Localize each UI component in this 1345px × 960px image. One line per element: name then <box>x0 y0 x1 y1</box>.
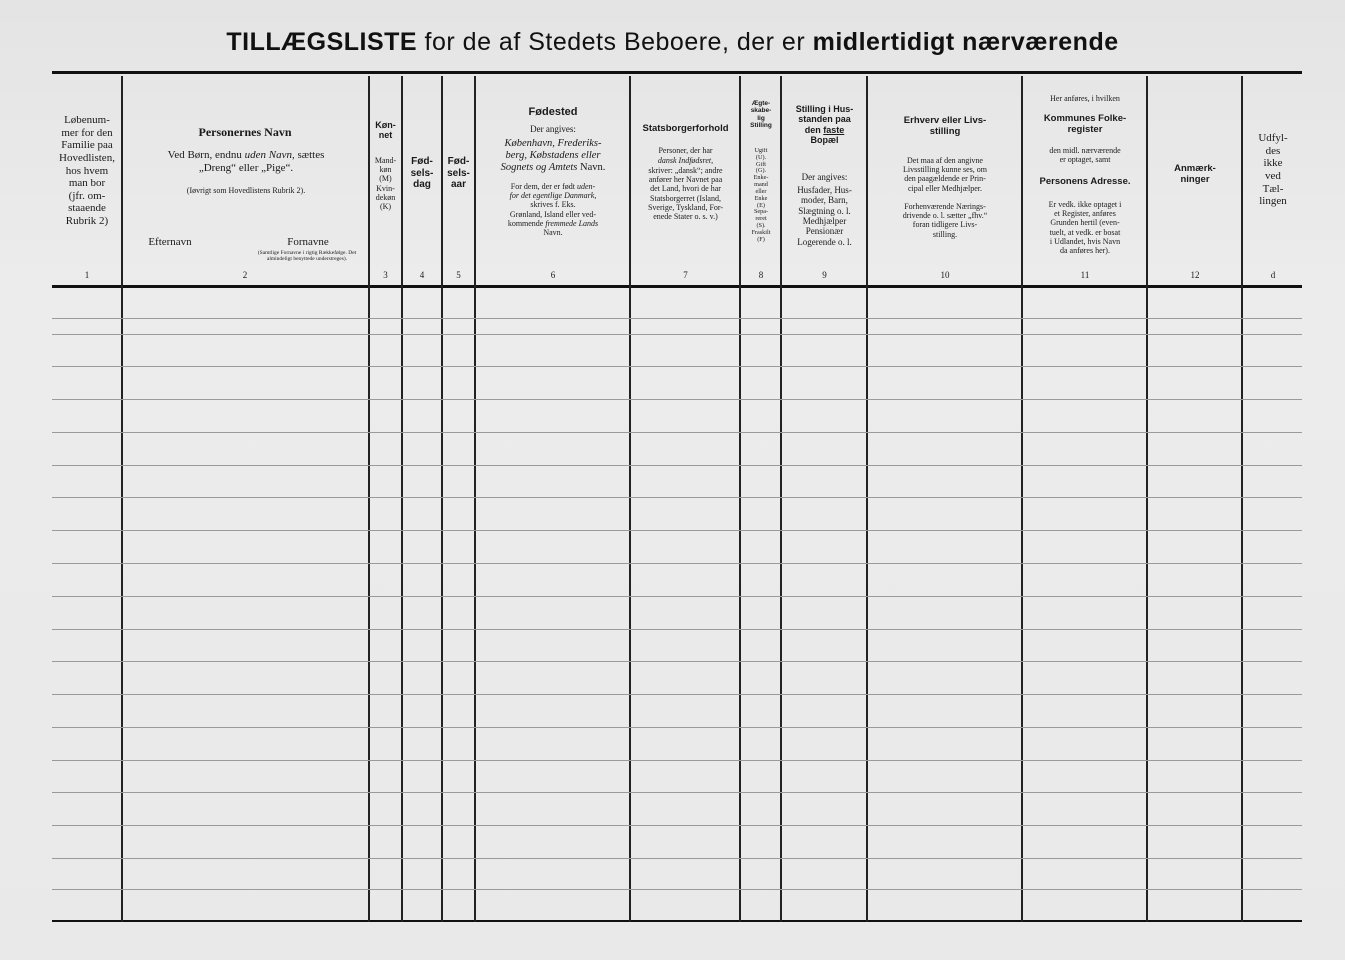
col2-line1c: sættes <box>294 149 325 161</box>
col7-number: 7 <box>683 270 688 280</box>
col11-text1: den midl. nærværende er optaget, samt <box>1049 146 1121 165</box>
col2-firstnames-label: Fornavne <box>287 236 329 248</box>
col11-number: 11 <box>1080 270 1090 280</box>
row-line <box>52 432 1302 433</box>
col10-text1: Det maa af den angivne Livsstilling kunne ses, om den paagældende er Prin- cipal eller Medhjælper. <box>903 156 987 193</box>
col11-top: Her anføres, i hvilken <box>1050 94 1120 103</box>
col5-number: 5 <box>456 270 461 280</box>
row-line <box>52 334 1302 335</box>
cold-header: Udfyl- des ikke ved Tæl- lingen <box>1258 132 1288 208</box>
col9-heading1: Stilling i Hus- standen paa den <box>795 104 854 135</box>
col9-text: Husfader, Hus- moder, Barn, Slægtning o. l. Medhjælper Pensionær Logerende o. l. <box>797 185 852 247</box>
col2-note: (Iøvrigt som Hovedlistens Rubrik 2). <box>186 186 306 195</box>
cold-number: d <box>1270 270 1276 280</box>
row-line <box>52 563 1302 564</box>
row-line <box>52 760 1302 761</box>
col6-para2b: uden- for det egentlige Danmark, <box>509 182 597 201</box>
row-line <box>52 727 1302 728</box>
col10-number: 10 <box>940 270 950 280</box>
col6-places <box>476 138 630 174</box>
row-line <box>52 596 1302 597</box>
col10-text2: Forhenværende Nærings- drivende o. l. sætter „fhv.“ foran tidligere Livs- stilling. <box>902 202 988 239</box>
col2-surname-label: Efternavn <box>148 236 192 248</box>
col11-heading: Kommunes Folke- register <box>1043 114 1127 135</box>
col6-para2c: skrives f. Eks. Grønland, Island eller ved- kommende <box>507 200 597 228</box>
row-line <box>52 465 1302 466</box>
col7-heading: Statsborgerforhold <box>642 124 729 134</box>
col3-heading: Køn- net <box>375 120 396 141</box>
row-line <box>52 694 1302 695</box>
row-line <box>52 792 1302 793</box>
col9-heading <box>782 104 867 145</box>
col8-heading: Ægte- skabe- lig Stilling <box>750 100 772 130</box>
col12-heading: Anmærk- ninger <box>1174 164 1216 185</box>
col9-number: 9 <box>822 270 827 280</box>
col6-places-end: Navn. <box>577 162 606 174</box>
row-line <box>52 530 1302 531</box>
col6-number: 6 <box>550 270 556 280</box>
bottom-rule <box>52 920 1302 922</box>
col3-number: 3 <box>383 270 388 280</box>
col10-heading: Erhverv eller Livs- stilling <box>903 116 987 137</box>
col2-number: 2 <box>242 270 248 280</box>
col2-heading: Personernes Navn <box>198 126 292 139</box>
col2-line1b: uden Navn, <box>244 149 295 161</box>
col6-heading: Fødested <box>528 106 578 118</box>
row-line <box>52 318 1302 319</box>
form-title <box>0 28 1345 57</box>
col6-sub: Der angives: <box>530 124 576 134</box>
row-line <box>52 399 1302 400</box>
col7-text1: Personer, der har <box>658 146 713 155</box>
top-rule <box>52 71 1302 74</box>
col6-abroad <box>476 182 630 237</box>
col9-heading-ul: faste <box>823 124 845 135</box>
col1-header: Løbenum- mer for den Familie paa Hovedlisten, hos hvem man bor (jfr. om- staaende Rubrik 2) <box>59 114 115 228</box>
row-line <box>52 661 1302 662</box>
col6-para2d: fremmede Lands <box>545 218 599 228</box>
col2-firstnames-note: (Samtlige Fornavne i rigtig Rækkefølge. Det almindeligt benyttede understreges). <box>257 250 357 263</box>
col2-line1a: Ved Børn, endnu <box>167 149 245 161</box>
col4-number: 4 <box>419 270 425 280</box>
row-line <box>52 858 1302 859</box>
col6-para2a: For dem, der er født <box>510 182 577 191</box>
col9-heading2: Bopæl <box>810 135 839 146</box>
col11-text2: Er vedk. ikke optaget i et Register, anføres Grunden hertil (even- tuelt, at vedk. er bosat i Udlandet, hvis Navn da anføres her). <box>1048 200 1122 255</box>
col6-para2e: Navn. <box>543 227 563 237</box>
col11-heading2: Personens Adresse. <box>1039 177 1131 187</box>
col4-heading: Fød- sels- dag <box>410 156 434 190</box>
col1-number: 1 <box>84 270 90 280</box>
col2-line2: „Dreng“ eller „Pige“. <box>198 161 294 174</box>
col8-number: 8 <box>758 270 764 280</box>
col12-number: 12 <box>1190 270 1200 280</box>
col5-heading: Fød- sels- aar <box>447 156 470 190</box>
header-bottom-rule <box>52 285 1302 288</box>
col8-text: Ugift (U). Gift (G). Enke- mand eller Enke (E) Sepa- reret (S). Fraskilt (F) <box>751 148 771 243</box>
col-divider-4 <box>441 76 443 922</box>
row-line <box>52 629 1302 630</box>
col7-italic: dansk Indfødsret, <box>657 156 714 165</box>
col6-places-italic: København, Frederiks- berg, Købstadens eller Sognets og Amtets <box>500 138 602 174</box>
row-line <box>52 825 1302 826</box>
col3-text: Mand- køn (M) Kvin- dekøn (K) <box>374 156 397 211</box>
col2-instruction <box>124 149 368 174</box>
title-part2: for de af Stedets Beboere, der er <box>424 28 806 56</box>
title-part1: TILLÆGSLISTE <box>226 28 418 56</box>
col7-text2: skriver: „dansk“; andre anfører her Navnet paa det Land, hvori de har Statsborgerret (Island, Sverige, Tyskland, For- enede Stater o. s. v.) <box>647 166 724 221</box>
title-part3: midlertidigt nærværende <box>812 28 1119 56</box>
col9-sub: Der angives: <box>801 172 848 182</box>
row-line <box>52 889 1302 890</box>
row-line <box>52 497 1302 498</box>
row-line <box>52 366 1302 367</box>
